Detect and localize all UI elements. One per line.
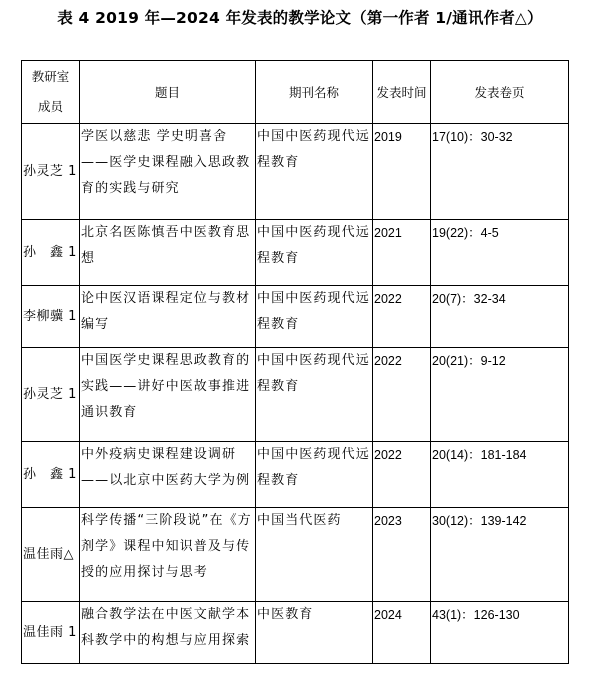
journal-cell: 中医教育 (256, 602, 373, 664)
member-cell: 孙灵芝 1 (22, 124, 80, 220)
table-row (22, 286, 569, 348)
paper-title-cell: 科学传播“三阶段说”在《方剂学》课程中知识普及与传授的应用探讨与思考 (80, 508, 256, 602)
date-cell: 2024 (373, 602, 431, 664)
pages-cell: 20(21)：9-12 (431, 348, 569, 442)
date-cell: 2022 (373, 442, 431, 508)
journal-cell: 中国中医药现代远程教育 (256, 220, 373, 286)
member-cell: 温佳雨△ (22, 508, 80, 602)
header-row (22, 61, 569, 124)
table-row (22, 124, 569, 220)
table-row (22, 220, 569, 286)
date-cell: 2019 (373, 124, 431, 220)
pages-cell: 20(14)：181-184 (431, 442, 569, 508)
header-paper-title: 题目 (80, 61, 256, 124)
journal-cell: 中国中医药现代远程教育 (256, 348, 373, 442)
journal-cell: 中国中医药现代远程教育 (256, 442, 373, 508)
journal-cell: 中国当代医药 (256, 508, 373, 602)
table-row (22, 348, 569, 442)
journal-cell: 中国中医药现代远程教育 (256, 124, 373, 220)
pages-cell: 20(7)：32-34 (431, 286, 569, 348)
header-journal: 期刊名称 (256, 61, 373, 124)
header-member-line1: 教研室 (31, 69, 70, 84)
date-cell: 2022 (373, 348, 431, 442)
member-cell: 李柳骥 1 (22, 286, 80, 348)
paper-title-cell: 中外疫病史课程建设调研——以北京中医药大学为例 (80, 442, 256, 508)
table-row (22, 508, 569, 602)
header-date: 发表时间 (373, 61, 431, 124)
table-row (22, 602, 569, 664)
member-cell: 温佳雨 1 (22, 602, 80, 664)
pages-cell: 19(22)：4-5 (431, 220, 569, 286)
paper-title-cell: 学医以慈悲 学史明喜舍——医学史课程融入思政教育的实践与研究 (80, 124, 256, 220)
header-member (22, 61, 80, 124)
header-pages: 发表卷页 (431, 61, 569, 124)
table-caption: 表 4 2019 年—2024 年发表的教学论文（第一作者 1/通讯作者△） (57, 9, 543, 27)
pages-cell: 17(10)：30-32 (431, 124, 569, 220)
paper-title-cell: 北京名医陈慎吾中医教育思想 (80, 220, 256, 286)
papers-table (21, 60, 569, 664)
member-cell: 孙灵芝 1 (22, 348, 80, 442)
date-cell: 2022 (373, 286, 431, 348)
paper-title-cell: 融合教学法在中医文献学本科教学中的构想与应用探索 (80, 602, 256, 664)
journal-cell: 中国中医药现代远程教育 (256, 286, 373, 348)
paper-title-cell: 论中医汉语课程定位与教材编写 (80, 286, 256, 348)
member-cell: 孙 鑫 1 (22, 442, 80, 508)
member-cell: 孙 鑫 1 (22, 220, 80, 286)
date-cell: 2021 (373, 220, 431, 286)
pages-cell: 43(1)：126-130 (431, 602, 569, 664)
header-member-line2: 成员 (37, 99, 63, 114)
date-cell: 2023 (373, 508, 431, 602)
table-row (22, 442, 569, 508)
pages-cell: 30(12)：139-142 (431, 508, 569, 602)
paper-title-cell: 中国医学史课程思政教育的实践——讲好中医故事推进通识教育 (80, 348, 256, 442)
